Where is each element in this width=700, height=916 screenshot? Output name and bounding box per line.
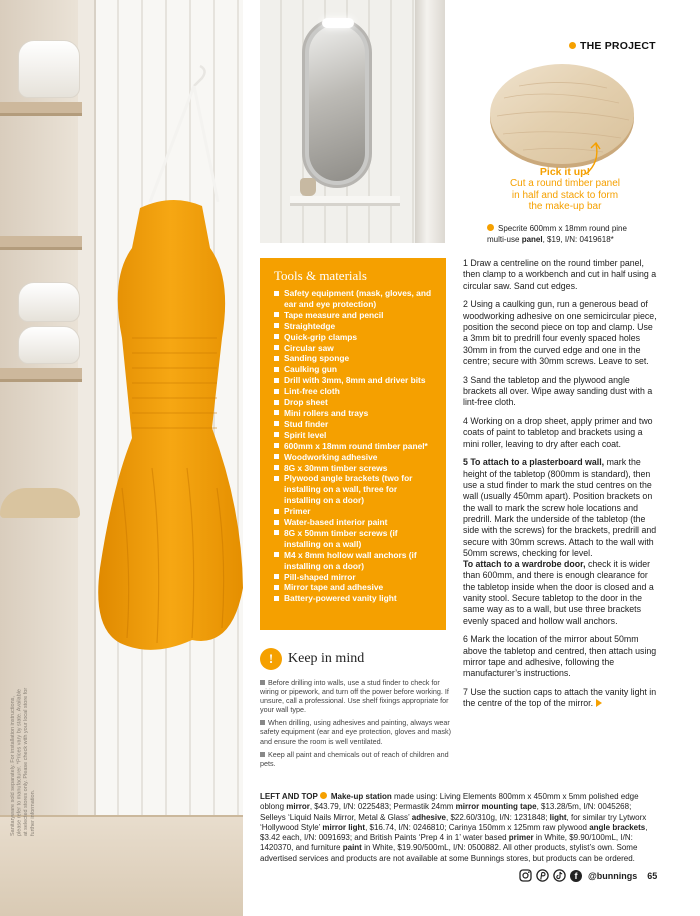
step-3: 3 Sand the tabletop and the plywood angle brackets all over. Wipe away sanding dust with a lint-free cloth. [463, 374, 653, 408]
tool-item: 600mm x 18mm round timber panel* [274, 441, 436, 452]
round-timber-panel-image [489, 58, 636, 170]
tool-item: M4 x 8mm hollow wall anchors (if installing on a door) [274, 550, 436, 572]
pill-mirror [302, 18, 372, 188]
page-footer [519, 869, 657, 882]
facebook-icon[interactable]: f [570, 870, 582, 882]
folded-towel [18, 326, 80, 364]
tool-item: 8G x 50mm timber screws (if installing on a wall) [274, 528, 436, 550]
keep-note: When drilling, using adhesives and painting, always wear safety equipment (ear and eye protection, gloves and mask) and ensure the room is well ventilated. [260, 718, 451, 746]
brush-vase [300, 178, 316, 196]
tool-item: Drill with 3mm, 8mm and driver bits [274, 375, 436, 386]
tool-item: Sanding sponge [274, 353, 436, 364]
vanity-light [322, 18, 354, 28]
vanity-photo [260, 0, 445, 243]
tool-item: Drop sheet [274, 397, 436, 408]
tool-item: Straightedge [274, 321, 436, 332]
make-up-bar [290, 196, 400, 206]
bullet-dot [320, 792, 327, 799]
tools-materials-box [260, 258, 446, 630]
pick-it-up-line: Cut a round timber panel [509, 178, 621, 190]
step-4: 4 Working on a drop sheet, apply primer and two coats of paint to tabletop and brackets using a mini roller, leaving to dry after each coat. [463, 416, 653, 449]
instruction-steps [463, 258, 658, 717]
tool-item: Spirit level [274, 430, 436, 441]
wardrobe-photo [0, 0, 243, 916]
tool-item: Woodworking adhesive [274, 452, 436, 463]
wardrobe-shelf [0, 368, 82, 382]
step-6: 6 Mark the location of the mirror about 50mm above the tabletop and centred, then attach using mirror tape and adhesive, following the manufacturer’s instructions. [463, 634, 657, 679]
keep-note: Keep all paint and chemicals out of reach of children and pets. [260, 749, 449, 768]
step-5-door: To attach to a wardrobe door, check it is wider than 600mm, and there is enough clearance for the tabletop inside when the door is closed and a vanity stool. Secure tabletop to the door in the same way as to a wall, but use three brackets evenly spaced and hollow wall anchors. [463, 559, 654, 626]
folded-towel [18, 40, 80, 98]
wardrobe-shelf [0, 102, 82, 116]
keep-in-mind-heading: Keep in mind [288, 651, 365, 666]
instagram-icon[interactable] [519, 869, 532, 882]
tool-item: Quick-grip clamps [274, 332, 436, 343]
mirror-glass [309, 25, 365, 181]
curtain [415, 0, 445, 243]
tool-item: Circular saw [274, 343, 436, 354]
step-1: 1 Draw a centreline on the round timber panel, then clamp to a workbench and cut in half using a circular saw. Sand cut edges. [463, 258, 657, 291]
bullet-square [260, 680, 265, 685]
social-handle[interactable]: @bunnings [588, 870, 638, 881]
pick-it-up-heading: Pick it up! [539, 166, 591, 178]
tool-item: Pill-shaped mirror [274, 572, 436, 583]
keep-in-mind [260, 648, 456, 772]
photo-disclaimer: Sanitaryware sold separately. For installation instructions, please refer to manufacturer. *Prices vary by state. Available at selected stores only. Please check with your local store for further information. [10, 687, 36, 836]
tool-item: Tape measure and pencil [274, 310, 436, 321]
tool-item: Mirror tape and adhesive [274, 582, 436, 593]
pick-it-up-caption [490, 167, 640, 213]
tool-item: Lint-free cloth [274, 386, 436, 397]
step-5: 5 To attach to a plasterboard wall, mark the height of the tabletop (800mm is standard), then use a stud finder to mark the stud centres on the wall (usually 450mm apart). Position brackets on the wall to mark the screw hole locations and predrill. Mark the underside of the tabletop (the side with the screws) for the brackets, predrill and secure with 30mm screws. Attach to the wall with 50mm screws, checking for level. [463, 457, 657, 558]
tools-heading: Tools & materials [274, 268, 367, 283]
project-title: THE PROJECT [569, 40, 656, 52]
tool-item: Battery-powered vanity light [274, 593, 436, 604]
tools-list [274, 288, 436, 604]
tool-item: 8G x 30mm timber screws [274, 463, 436, 474]
tool-item: Water-based interior paint [274, 517, 436, 528]
tool-item: Mini rollers and trays [274, 408, 436, 419]
straw-hat [0, 488, 80, 518]
step-2: 2 Using a caulking gun, run a generous bead of woodworking adhesive on one semicircular piece, position the second piece on top and clamp. Use a 3mm bit to predrill four evenly spaced holes 30mm in from the curved edge and one in the centre; secure with 30mm screws. Leave to set. [463, 299, 657, 366]
step-7: 7 Use the suction caps to attach the vanity light in the centre of the top of the mirror. [463, 687, 657, 709]
bullet-dot [569, 42, 576, 49]
pick-it-up-line: in half and stack to form [511, 189, 619, 201]
continue-arrow-icon [596, 699, 602, 707]
tiktok-icon[interactable] [553, 869, 566, 882]
page-number: 65 [647, 870, 658, 881]
wardrobe-shelf [0, 236, 82, 250]
bullet-square [260, 720, 265, 725]
tool-item: Stud finder [274, 419, 436, 430]
bullet-dot [487, 224, 494, 231]
pick-it-up-line: the make-up bar [528, 201, 602, 213]
tool-item: Plywood angle brackets (two for installing on a wall, three for installing on a door) [274, 473, 436, 506]
folded-towel [18, 282, 80, 322]
panel-spec: Specrite 600mm x 18mm round pine multi-use panel, $19, I/N: 0419618* [487, 224, 627, 244]
pinterest-icon[interactable] [536, 869, 549, 882]
bullet-square [260, 752, 265, 757]
tool-item: Caulking gun [274, 364, 436, 375]
tool-item: Safety equipment (mask, gloves, and ear and eye protection) [274, 288, 436, 310]
keep-note: Before drilling into walls, use a stud finder to check for wiring or pipework, and turn off the power before working. If unsure, call a professional. Use shelf fixings appropriate for your wall type. [260, 678, 449, 715]
product-credits: LEFT AND TOP Make-up station made using: Living Elements 800mm x 450mm x 5mm polished edge oblong mirror, $43.79, I/N: 0225483; Permastik 24mm mirror mounting tape, $13.28/5m, I/N: 0045268; Selleys ‘Liquid Nails Mirror, Metal & Glass’ adhesive, $22.60/310g, I/N: 1231848; light, for similar try Lytworx ‘Hollywood Style’ mirror light, $16.74, I/N: 0246810; Carinya 150mm x 125mm raw plywood angle brackets, $3.42 each, I/N: 0091693; and British Paints ‘Prep 4 in 1’ water based primer in White, $9.90/100mL, I/N: 1420370, and furniture paint in White, $19.90/500mL, I/N: 0500882. All other products, stylist’s own. Some advertised services and products are not available at some Bunnings stores, but products can be ordered. [260, 792, 648, 863]
tool-item: Primer [274, 506, 436, 517]
warning-icon: ! [260, 648, 282, 670]
keep-in-mind-header [260, 648, 456, 670]
orange-dress [92, 188, 243, 658]
